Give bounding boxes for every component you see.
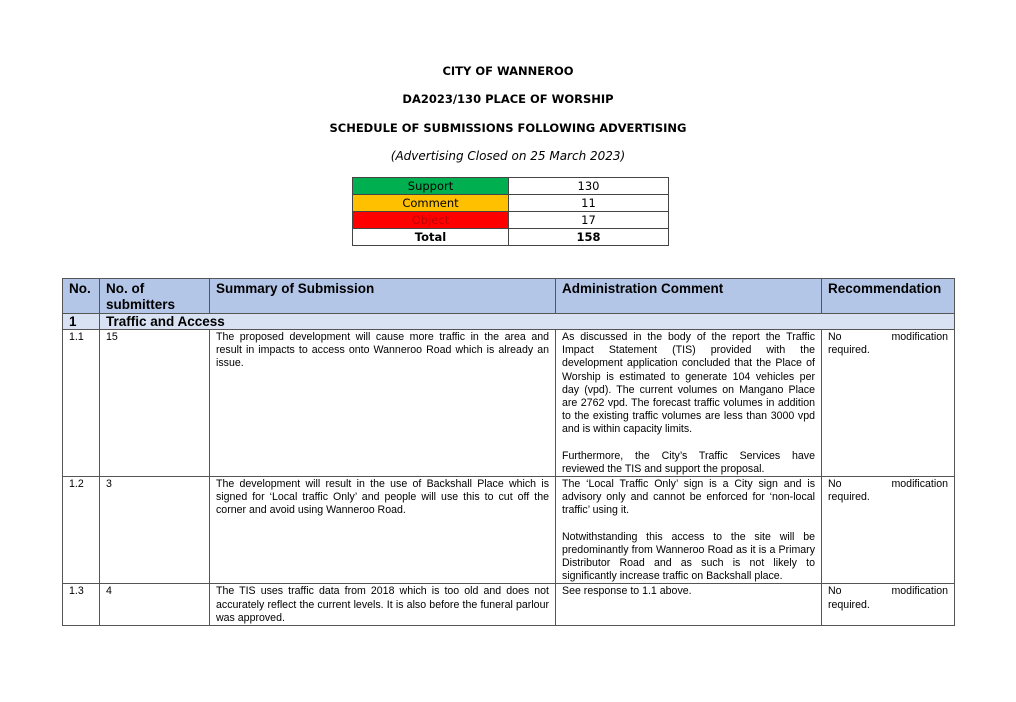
rec-word: modification <box>891 478 948 491</box>
summary-total-value: 158 <box>509 229 669 246</box>
rec-line: required. <box>828 491 870 504</box>
row-recommendation <box>822 330 955 477</box>
rec-word: No <box>828 585 842 598</box>
row-submitters: 4 <box>100 584 210 626</box>
table-row <box>63 584 955 626</box>
summary-value: 17 <box>509 212 669 229</box>
row-summary: The proposed development will cause more traffic in the area and result in impacts to access onto Wanneroo Road which is already an issue. <box>210 330 556 477</box>
application-title: DA2023/130 PLACE OF WORSHIP <box>402 92 614 106</box>
admin-comment-paragraph: Furthermore, the City’s Traffic Services have reviewed the TIS and support the proposal. <box>562 449 815 475</box>
header-submitters: No. of submitters <box>100 279 210 314</box>
submission-summary-table <box>352 177 669 246</box>
summary-label: Comment <box>353 195 509 212</box>
header-recommendation: Recommendation <box>822 279 955 314</box>
row-summary: The development will result in the use of Backshall Place which is signed for ‘Local traffic Only’ and people will use this to cut off the corner and avoid using Wanneroo Road. <box>210 477 556 584</box>
row-admin-comment <box>556 477 822 584</box>
section-row <box>63 314 955 330</box>
summary-row-total <box>353 229 669 246</box>
row-number: 1.1 <box>63 330 100 477</box>
row-admin-comment <box>556 330 822 477</box>
admin-comment-paragraph: Notwithstanding this access to the site will be predominantly from Wanneroo Road as it is a Primary Distributor Road and as such is not likely to significantly increase traffic on Backshall place. <box>562 530 815 583</box>
row-recommendation <box>822 477 955 584</box>
rec-line: required. <box>828 598 870 611</box>
schedule-title: SCHEDULE OF SUBMISSIONS FOLLOWING ADVERTISING <box>329 121 687 135</box>
rec-line: required. <box>828 344 870 357</box>
summary-value: 11 <box>509 195 669 212</box>
advertising-note: (Advertising Closed on 25 March 2023) <box>390 149 626 163</box>
admin-comment-paragraph: As discussed in the body of the report the Traffic Impact Statement (TIS) provided with the development application concluded that the Place of Worship is estimated to generate 104 vehicles per day (vpd). The current volumes on Mangano Place are 2762 vpd. The forecast traffic volumes in addition to the existing traffic volumes are less than 3000 vpd and is within capacity limits. <box>562 331 815 436</box>
summary-row-support <box>353 178 669 195</box>
row-admin-comment <box>556 584 822 626</box>
summary-label: Support <box>353 178 509 195</box>
row-submitters: 15 <box>100 330 210 477</box>
rec-word: modification <box>891 331 948 343</box>
summary-row-comment <box>353 195 669 212</box>
header-admin-comment: Administration Comment <box>556 279 822 314</box>
rec-word: modification <box>891 585 948 598</box>
row-recommendation <box>822 584 955 626</box>
admin-comment-paragraph: The ‘Local Traffic Only’ sign is a City sign and is advisory only and cannot be enforced for ‘non-local traffic’ using it. <box>562 478 815 517</box>
admin-comment-paragraph: See response to 1.1 above. <box>562 585 692 598</box>
section-title: Traffic and Access <box>100 314 955 330</box>
table-row <box>63 477 955 584</box>
org-title: CITY OF WANNEROO <box>442 64 574 78</box>
submissions-table <box>62 278 955 626</box>
header-no: No. <box>63 279 100 314</box>
summary-row-object <box>353 212 669 229</box>
row-number: 1.3 <box>63 584 100 626</box>
rec-word: No <box>828 478 842 491</box>
summary-value: 130 <box>509 178 669 195</box>
row-summary: The TIS uses traffic data from 2018 which is too old and does not accurately reflect the current levels. It is also before the funeral parlour was approved. <box>210 584 556 626</box>
header-summary: Summary of Submission <box>210 279 556 314</box>
rec-word: No <box>828 331 842 343</box>
table-header-row <box>63 279 955 314</box>
summary-label: Object <box>353 212 509 229</box>
row-number: 1.2 <box>63 477 100 584</box>
table-row <box>63 330 955 477</box>
row-submitters: 3 <box>100 477 210 584</box>
section-number: 1 <box>63 314 100 330</box>
summary-total-label: Total <box>353 229 509 246</box>
